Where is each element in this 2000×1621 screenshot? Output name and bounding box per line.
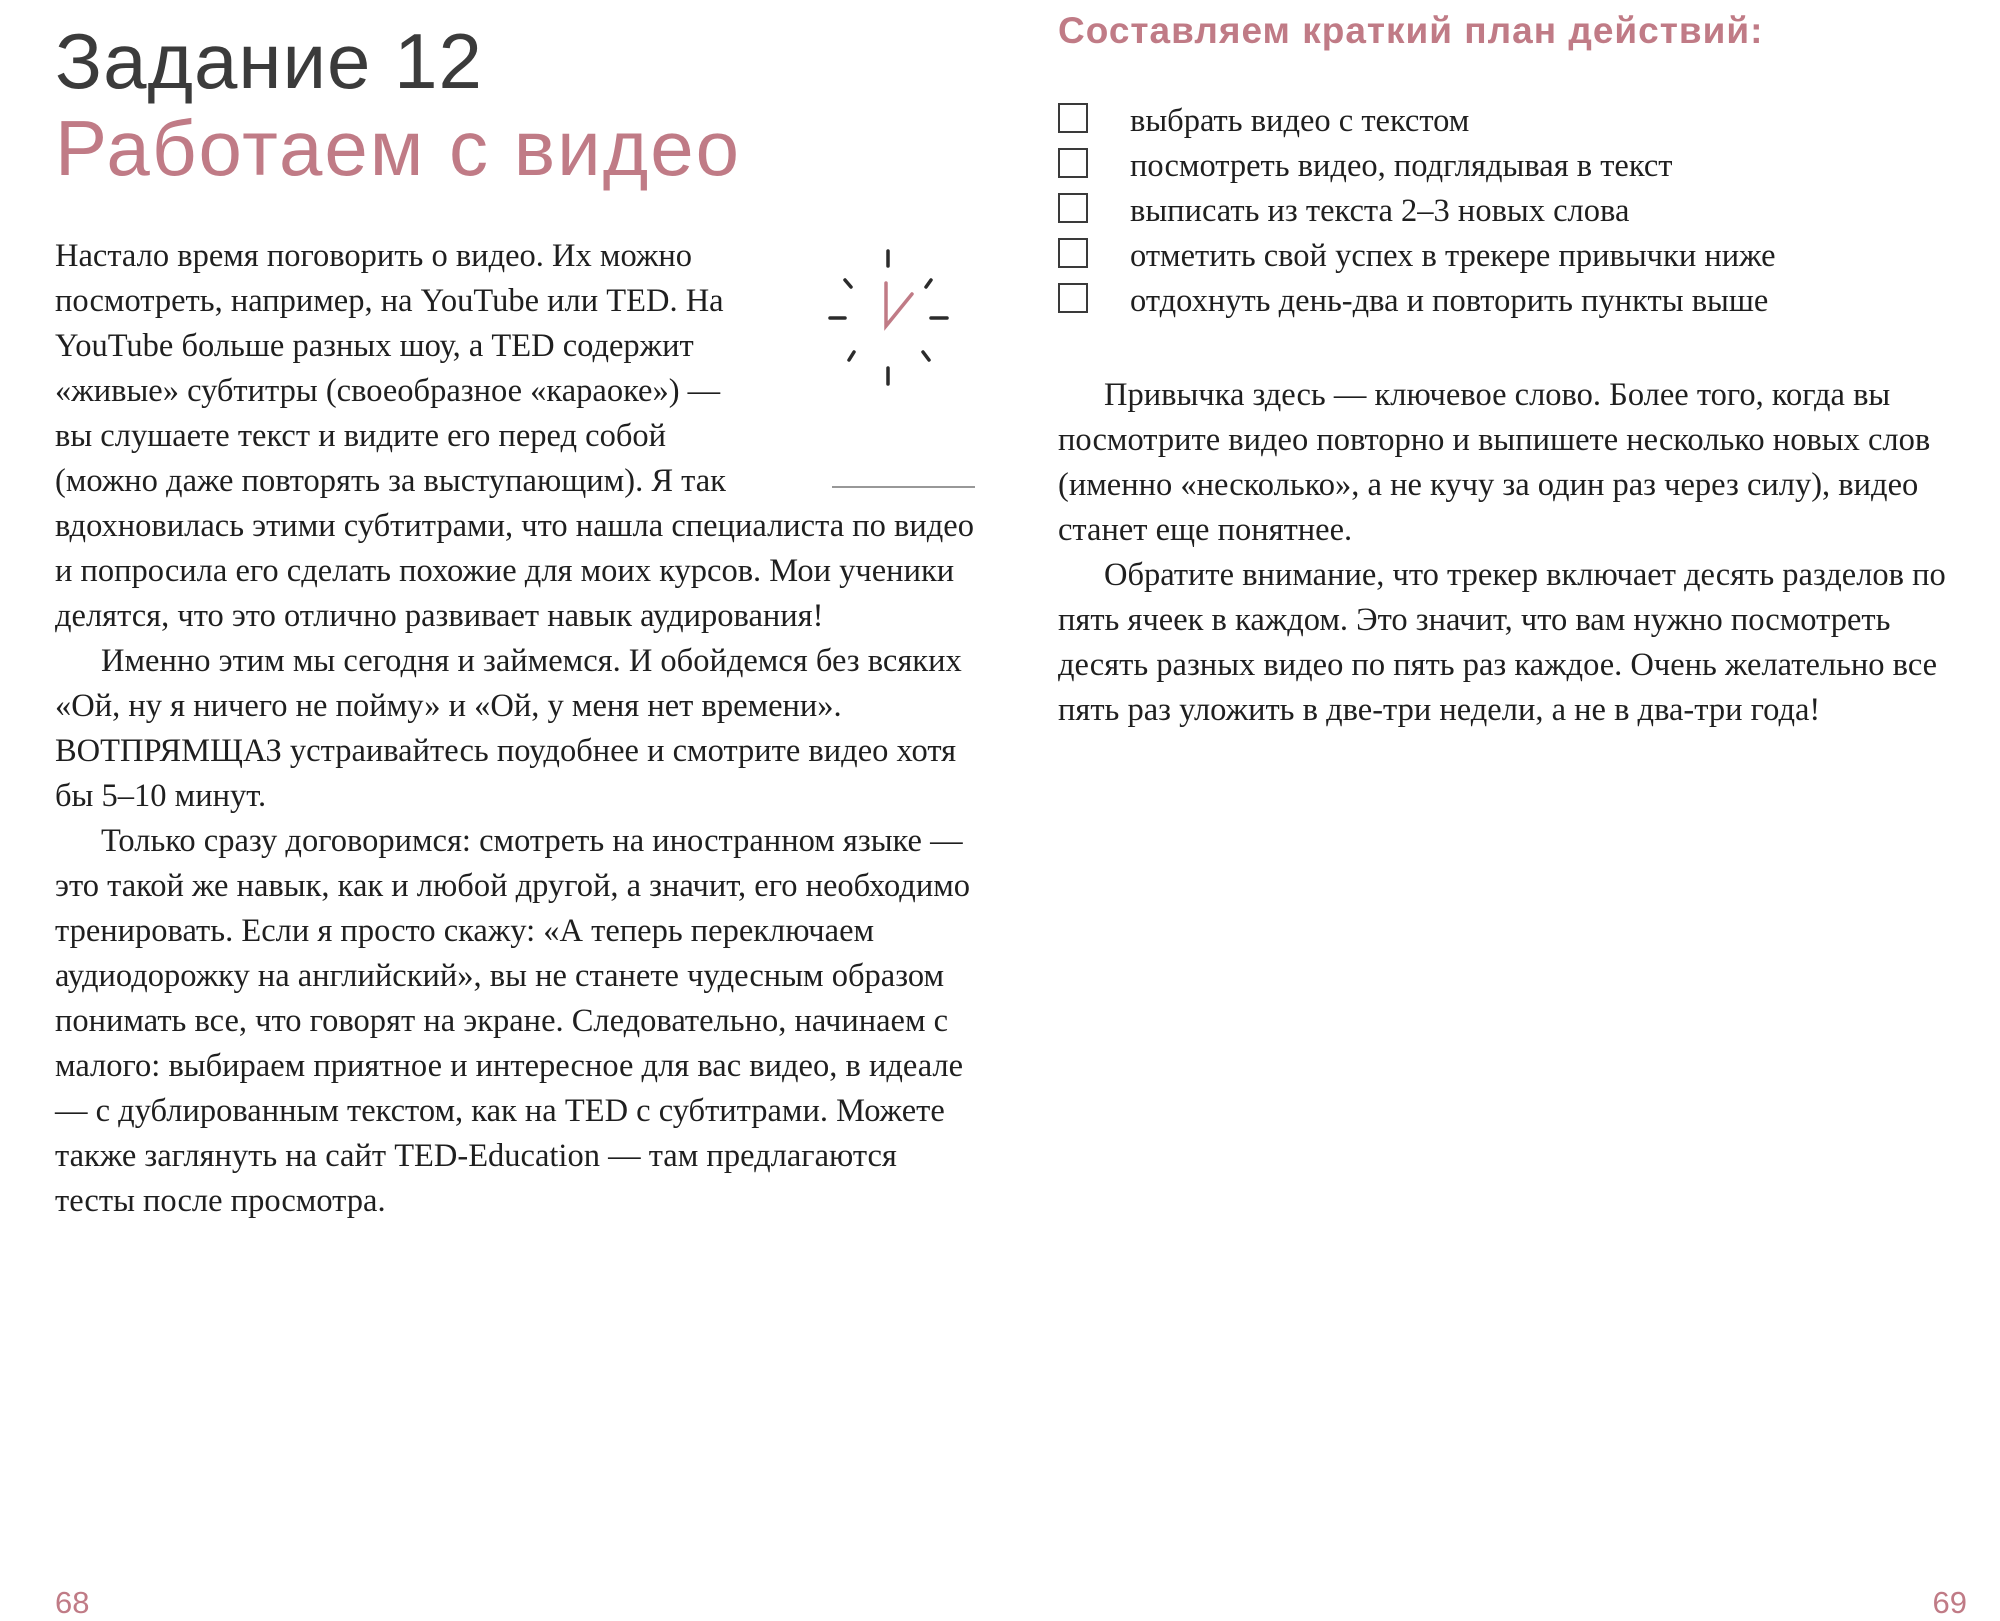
right-body-text <box>1058 373 1978 733</box>
action-checklist <box>1058 99 1776 324</box>
checkbox[interactable] <box>1058 103 1088 133</box>
checklist-item-label: посмотреть видео, подглядывая в текст <box>1130 148 1673 184</box>
task-title: Работаем с видео <box>55 104 742 193</box>
checklist-item-label: выписать из текста 2–3 новых слова <box>1130 193 1630 229</box>
page-number: 68 <box>55 1585 90 1620</box>
plan-heading: Составляем краткий план действий: <box>1058 10 1764 51</box>
page-number: 69 <box>1932 1585 1967 1620</box>
checklist-item <box>1058 189 1776 234</box>
paragraph: Только сразу договоримся: смотреть на иностранном языке — это такой же навык, как и любой другой, а значит, его необходимо тренировать. Если я просто скажу: «А теперь переключаем аудиодорожку на английский», вы не станете чудесным образом понимать все, что говорят на экране. Следовательно, начинаем с малого: выбираем приятное и интересное для вас видео, в идеале — с дублированным текстом, как на TED с субтитрами. Можете также заглянуть на сайт TED-Education — там предлагаются тесты после просмотра. <box>55 823 971 1219</box>
task-header <box>55 18 741 193</box>
checklist-item <box>1058 99 1776 144</box>
paragraph: Настало время поговорить о видео. Их можно посмотреть, например, на YouTube или TED. На YouTube больше разных шоу, а TED содержит «живые» субтитры (своеобразное «караоке») — вы слушаете текст и видите его перед собой (можно даже повторять за выступающим). Я так вдохновилась этими субтитрами, что нашла специалиста по видео и попросила его сделать похожие для моих курсов. Мои ученики делятся, что это отлично развивает навык аудирования! <box>55 238 974 634</box>
paragraph: Именно этим мы сегодня и займемся. И обойдемся без всяких «Ой, ну я ничего не пойму» и «Ой, у меня нет времени». ВОТПРЯМЩАЗ устраивайтесь поудобнее и смотрите видео хотя бы 5–10 минут. <box>55 643 962 814</box>
checklist-item-label: отдохнуть день-два и повторить пункты выше <box>1130 283 1769 319</box>
left-page <box>0 0 1000 1618</box>
checklist-item <box>1058 279 1776 324</box>
right-page <box>1000 0 2000 1618</box>
checkbox[interactable] <box>1058 238 1088 268</box>
checkbox[interactable] <box>1058 283 1088 313</box>
left-body-text <box>55 234 975 1224</box>
checklist-item-label: отметить свой успех в трекере привычки ниже <box>1130 238 1776 274</box>
clock-icon <box>775 234 975 504</box>
checklist-item <box>1058 144 1776 189</box>
paragraph: Обратите внимание, что трекер включает десять разделов по пять ячеек в каждом. Это значит, что вам нужно посмотреть десять разных видео по пять раз каждое. Очень желательно все пять раз уложить в две-три недели, а не в два-три года! <box>1058 557 1946 728</box>
paragraph: Привычка здесь — ключевое слово. Более того, когда вы посмотрите видео повторно и выпишете несколько новых слов (именно «несколько», а не кучу за один раз через силу), видео станет еще понятнее. <box>1058 377 1931 548</box>
checklist-item-label: выбрать видео с текстом <box>1130 103 1470 139</box>
checkbox[interactable] <box>1058 148 1088 178</box>
task-number: Задание 12 <box>55 17 483 105</box>
checkbox[interactable] <box>1058 193 1088 223</box>
checklist-item <box>1058 234 1776 279</box>
